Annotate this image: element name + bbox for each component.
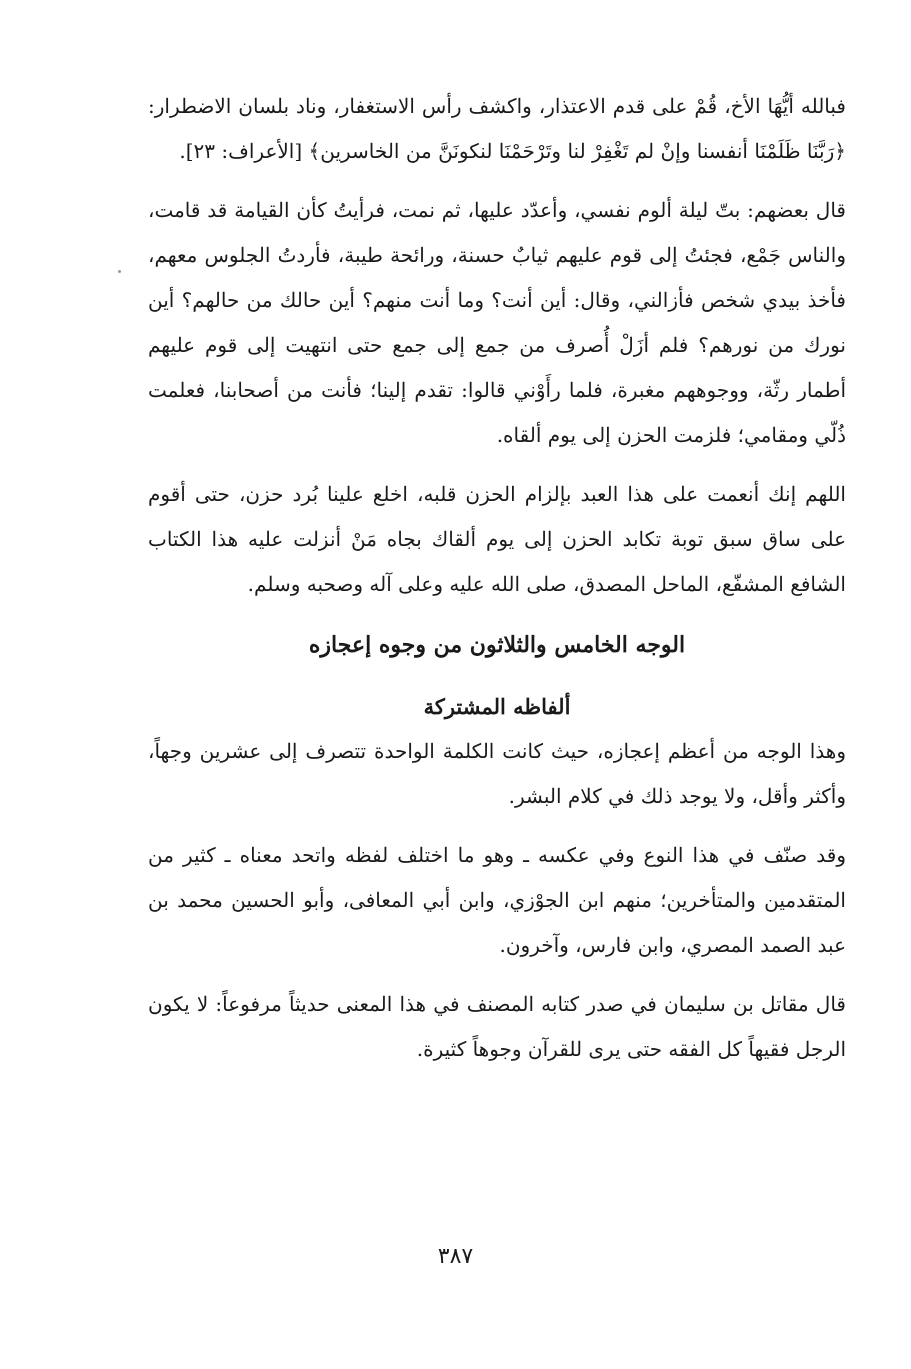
paragraph-repentance-call: فبالله أيُّهَا الأخ، قُمْ على قدم الاعتذار، واكشف رأس الاستغفار، وناد بلسان الاضطرار: ﴿رَبَّنَا ظَلَمْنَا أنفسنا وإنْ لم تَغْفِرْ لنا وتَرْحَمْنَا لنكونَنَّ من الخاسرين﴾ [الأعراف: ٢٣]. <box>148 94 846 163</box>
page-body <box>148 84 846 1086</box>
section-subheading: ألفاظه المشتركة <box>423 694 571 719</box>
paragraph-aspect-intro: وهذا الوجه من أعظم إعجازه، حيث كانت الكلمة الواحدة تتصرف إلى عشرين وجهاً، وأكثر وأقل، ولا يوجد ذلك في كلام البشر. <box>148 739 846 808</box>
paragraph-muqatil-quote: قال مقاتل بن سليمان في صدر كتابه المصنف في هذا المعنى حديثاً مرفوعاً: لا يكون الرجل فقيهاً كل الفقه حتى يرى للقرآن وجوهاً كثيرة. <box>148 992 846 1061</box>
stray-mark <box>118 270 121 273</box>
paragraph-supplication: اللهم إنك أنعمت على هذا العبد بإلزام الحزن قلبه، اخلع علينا بُرد حزن، حتى أقوم على ساق سبق توبة تكابد الحزن إلى يوم ألقاك بجاه مَنْ أنزلت عليه هذا الكتاب الشافع المشفّع، الماحل المصدق، صلى الله عليه وعلى آله وصحبه وسلم. <box>148 482 846 596</box>
paragraph-authors: وقد صنّف في هذا النوع وفي عكسه ـ وهو ما اختلف لفظه واتحد معناه ـ كثير من المتقدمين والمتأخرين؛ منهم ابن الجوْزي، وابن أبي المعافى، وأبو الحسين محمد بن عبد الصمد المصري، وابن فارس، وآخرون. <box>148 843 846 957</box>
section-heading: الوجه الخامس والثلاثون من وجوه إعجازه <box>308 632 686 658</box>
paragraph-dream-story: قال بعضهم: بتّ ليلة ألوم نفسي، وأعدّد عليها، ثم نمت، فرأيتُ كأن القيامة قد قامت، والناس جَمْع، فجئتُ إلى قوم عليهم ثيابٌ حسنة، ورائحة طيبة، فأردتُ الجلوس معهم، فأخذ بيدي شخص فأزالني، وقال: أين أنت؟ وما أنت منهم؟ أين حالك من حالهم؟ أين نورك من نورهم؟ فلم أزَلْ أُصرف من جمع إلى جمع حتى انتهيت إلى قوم عليهم أطمار رثّة، ووجوههم مغبرة، فلما رأَوْني قالوا: تقدم إلينا؛ فأنت من أصحابنا، فعلمت ذُلّي ومقامي؛ فلزمت الحزن إلى يوم ألقاه. <box>148 198 846 447</box>
page-number: ٣٨٧ <box>437 1244 474 1269</box>
